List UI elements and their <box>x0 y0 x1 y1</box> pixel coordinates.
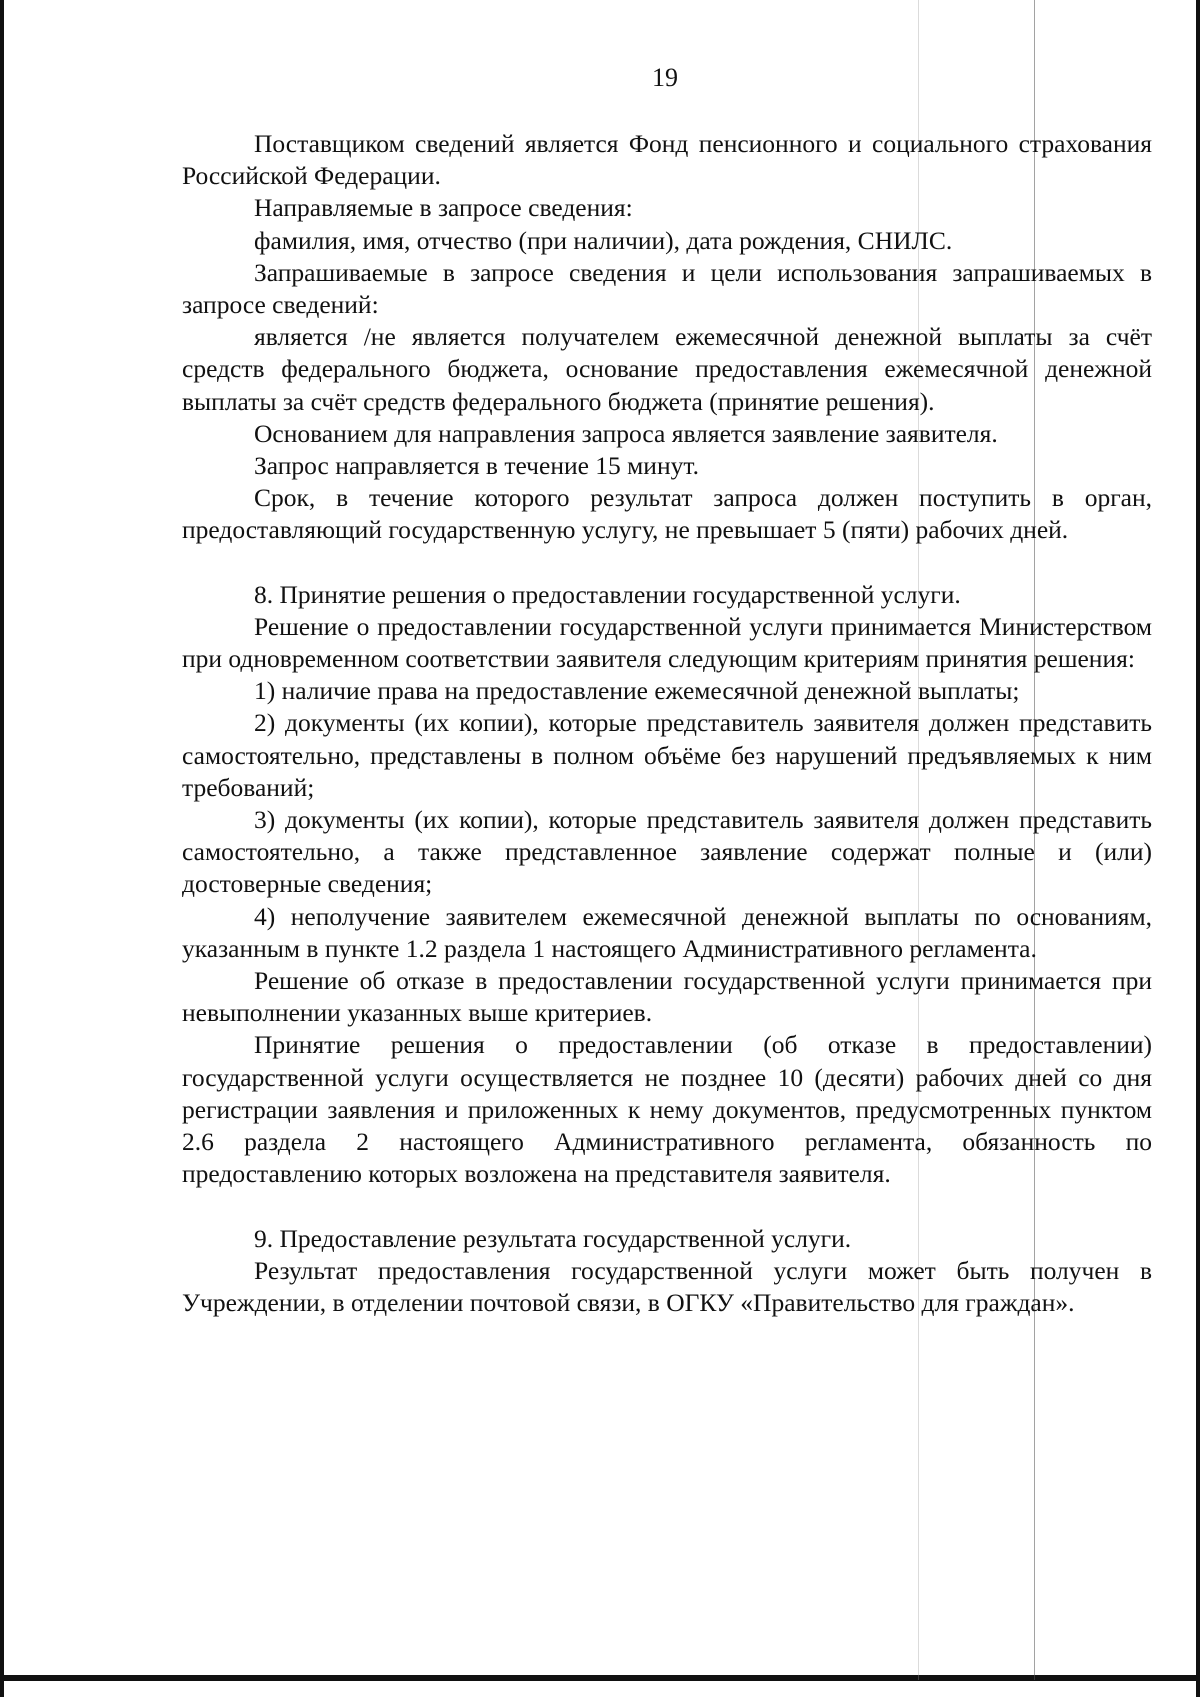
paragraph-requested-info: является /не является получателем ежемесячной денежной выплаты за счёт средств федерального бюджета, основание предоставления ежемесячной денежной выплаты за счёт средств федерального бюджета (принятие решения). <box>182 322 1152 416</box>
paragraph-decision-deadline: Принятие решения о предоставлении (об отказе в предоставлении) государственной услуги осуществляется не позднее 10 (десяти) рабочих дней со дня регистрации заявления и приложенных к нему документов, предусмотренных пунктом 2.6 раздела 2 настоящего Административного регламента, обязанность по предоставлению которых возложена на представителя заявителя. <box>182 1030 1152 1189</box>
scan-bottom-edge <box>0 1675 1200 1681</box>
section-gap <box>182 547 1152 579</box>
scan-left-edge <box>0 0 4 1697</box>
section-gap <box>182 1191 1152 1223</box>
document-body <box>182 128 1152 1319</box>
paragraph-sent-info-heading: Направляемые в запросе сведения: <box>254 193 633 223</box>
paragraph-supplier: Поставщиком сведений является Фонд пенсионного и социального страхования Российской Федерации. <box>182 129 1152 191</box>
paragraph-request-timing: Запрос направляется в течение 15 минут. <box>254 451 699 481</box>
section-heading-9: 9. Предоставление результата государственной услуги. <box>254 1223 852 1253</box>
criteria-item-1: 1) наличие права на предоставление ежемесячной денежной выплаты; <box>254 676 1020 706</box>
paragraph-requested-info-heading: Запрашиваемые в запросе сведения и цели использования запрашиваемых в запросе сведений: <box>182 257 1152 320</box>
criteria-item-3: 3) документы (их копии), которые представитель заявителя должен представить самостоятельно, а также представленное заявление содержат полные и (или) достоверные сведения; <box>182 805 1152 899</box>
paragraph-sent-info: фамилия, имя, отчество (при наличии), дата рождения, СНИЛС. <box>254 225 953 255</box>
scan-right-edge <box>1196 0 1200 1697</box>
paragraph-refusal-decision: Решение об отказе в предоставлении государственной услуги принимается при невыполнении указанных выше критериев. <box>182 966 1152 1028</box>
paragraph-decision-criteria-intro: Решение о предоставлении государственной услуги принимается Министерством при одновременном соответствии заявителя следующим критериям принятия решения: <box>182 611 1152 674</box>
paragraph-response-deadline: Срок, в течение которого результат запроса должен поступить в орган, предоставляющий государственную услугу, не превышает 5 (пяти) рабочих дней. <box>182 483 1152 545</box>
paragraph-result-delivery: Результат предоставления государственной услуги может быть получен в Учреждении, в отделении почтовой связи, в ОГКУ «Правительство для граждан». <box>182 1255 1152 1317</box>
section-heading-8: 8. Принятие решения о предоставлении государственной услуги. <box>254 579 961 609</box>
page-number: 19 <box>652 63 678 92</box>
criteria-item-4: 4) неполучение заявителем ежемесячной денежной выплаты по основаниям, указанным в пункте 1.2 раздела 1 настоящего Административного регламента. <box>182 901 1152 963</box>
paragraph-request-basis: Основанием для направления запроса является заявление заявителя. <box>254 418 998 448</box>
criteria-item-2: 2) документы (их копии), которые представитель заявителя должен представить самостоятельно, представлены в полном объёме без нарушений предъявляемых к ним требований; <box>182 708 1152 802</box>
